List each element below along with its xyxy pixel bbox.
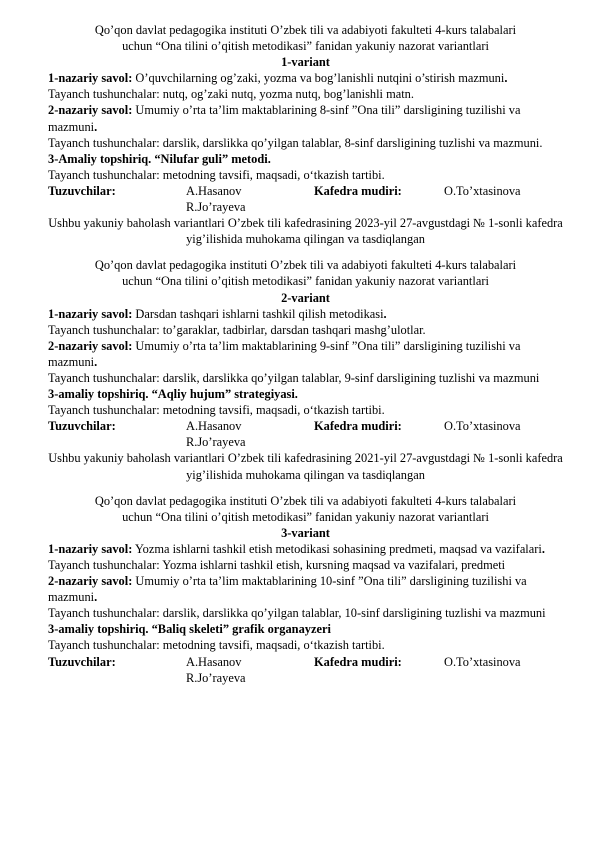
authors-names [186,183,314,215]
department-head-name: O.To’xtasinova [444,654,521,669]
practical-task-concepts: Tayanch tushunchalar: metodning tavsifi, maqsadi, o‘tkazish tartibi. [48,167,385,182]
question-2-label: 2-nazariy savol: [48,338,133,353]
author-name-1: A.Hasanov [186,183,242,198]
question-1-text: Darsdan tashqari ishlarni tashkil qilish metodikasi [132,306,384,321]
question-1 [48,306,563,322]
question-1-concepts: Tayanch tushunchalar: Yozma ishlarni tashkil etish, kursning maqsad va vazifalari, predmeti [48,558,506,572]
question-2-concepts: Tayanch tushunchalar: darslik, darslikka qo’yilgan talablar, 10-sinf darsligining tuzlishi va mazmuni [48,606,546,621]
question-1-text: O’quvchilarning og’zaki, yozma va bog’lanishli nutqini o’stirish mazmuni [132,71,505,86]
approval-note: Ushbu yakuniy baholash variantlari O’zbek tili kafedrasining 2021-yil 27-avgustdagi № 1-sonli kafedra yig’ilishida muhokama qilingan va tasdiqlangan [48,451,563,482]
practical-task-concepts: Tayanch tushunchalar: metodning tavsifi, maqsadi, o‘tkazish tartibi. [48,403,385,418]
question-2-concepts: Tayanch tushunchalar: darslik, darslikka qo’yilgan talablar, 9-sinf darsligining tuzlishi va mazmuni [48,370,540,385]
question-2-dot: . [94,590,98,605]
header-line-2: uchun “Ona tilini o’qitish metodikasi” fanidan yakuniy nazorat variantlari [122,39,489,54]
signature-row [48,654,563,686]
variant-3-block [48,493,563,686]
question-1 [48,70,563,86]
department-head-label: Kafedra mudiri: [314,654,402,669]
question-2-dot: . [94,354,98,369]
practical-task-concepts: Tayanch tushunchalar: metodning tavsifi, maqsadi, o‘tkazish tartibi. [48,638,385,653]
question-1-concepts: Tayanch tushunchalar: to’garaklar, tadbirlar, darsdan tashqari mashg’ulotlar. [48,322,426,337]
question-1-dot: . [504,71,508,86]
header-line-2: uchun “Ona tilini o’qitish metodikasi” fanidan yakuniy nazorat variantlari [122,509,489,524]
author-name-2: R.Jo’rayeva [186,670,246,685]
question-1-text: Yozma ishlarni tashkil etish metodikasi sohasining predmeti, maqsad va vazifalari [132,541,542,556]
header-line-1: Qo’qon davlat pedagogika instituti O’zbek tili va adabiyoti fakulteti 4-kurs talabalari [94,493,517,508]
practical-task-title: 3-amaliy topshiriq. “Aqliy hujum” strategiyasi. [48,387,298,402]
question-2-text: Umumiy o’rta ta’lim maktablarining 8-sinf ”Ona tili” darsligining tuzilishi va mazmuni [48,103,521,134]
authors-names [186,418,314,450]
department-head-name: O.To’xtasinova [444,419,521,434]
question-1-label: 1-nazariy savol: [48,71,133,86]
practical-task-title: 3-Amaliy topshiriq. “Nilufar guli” metodi. [48,151,271,166]
question-2-text: Umumiy o’rta ta’lim maktablarining 9-sinf ”Ona tili” darsligining tuzilishi va mazmuni [48,338,521,369]
question-1 [48,541,563,557]
variant-title: 2-variant [281,290,330,305]
header-line-2: uchun “Ona tilini o’qitish metodikasi” fanidan yakuniy nazorat variantlari [122,274,489,289]
authors-label: Tuzuvchilar: [48,654,116,669]
header-line-1: Qo’qon davlat pedagogika instituti O’zbek tili va adabiyoti fakulteti 4-kurs talabalari [94,258,517,273]
department-head-name: O.To’xtasinova [444,183,521,198]
question-1-dot: . [541,541,545,556]
question-1-label: 1-nazariy savol: [48,306,133,321]
variant-2-block [48,257,563,482]
practical-task [48,386,563,402]
authors-label: Tuzuvchilar: [48,419,116,434]
authors-names [186,654,314,686]
question-2 [48,338,563,370]
question-2-label: 2-nazariy savol: [48,574,133,589]
variant-1-block [48,22,563,247]
signature-row [48,418,563,450]
question-1-dot: . [383,306,387,321]
author-name-1: A.Hasanov [186,654,242,669]
author-name-2: R.Jo’rayeva [186,200,246,215]
question-2-text: Umumiy o’rta ta’lim maktablarining 10-sinf ”Ona tili” darsligining tuzilishi va mazmuni [48,574,527,605]
author-name-1: A.Hasanov [186,419,242,434]
question-2-dot: . [94,119,98,134]
header-line-1: Qo’qon davlat pedagogika instituti O’zbek tili va adabiyoti fakulteti 4-kurs talabalari [94,23,517,37]
question-2-label: 2-nazariy savol: [48,103,133,118]
variant-title: 1-variant [281,55,330,70]
approval-note: Ushbu yakuniy baholash variantlari O’zbek tili kafedrasining 2023-yil 27-avgustdagi № 1-sonli kafedra yig’ilishida muhokama qilingan va tasdiqlangan [48,216,563,247]
practical-task [48,621,563,637]
question-2 [48,573,563,605]
author-name-2: R.Jo’rayeva [186,435,246,450]
variant-title: 3-variant [281,525,330,540]
question-2 [48,102,563,134]
practical-task-title: 3-amaliy topshiriq. “Baliq skeleti” grafik organayzeri [48,622,331,637]
practical-task [48,151,563,167]
question-1-label: 1-nazariy savol: [48,541,133,556]
authors-label: Tuzuvchilar: [48,183,116,198]
question-1-concepts: Tayanch tushunchalar: nutq, og’zaki nutq, yozma nutq, bog’lanishli matn. [48,87,414,102]
department-head-label: Kafedra mudiri: [314,419,402,434]
department-head-label: Kafedra mudiri: [314,183,402,198]
question-2-concepts: Tayanch tushunchalar: darslik, darslikka qo’yilgan talablar, 8-sinf darsligining tuzlishi va mazmuni. [48,135,543,150]
signature-row [48,183,563,215]
